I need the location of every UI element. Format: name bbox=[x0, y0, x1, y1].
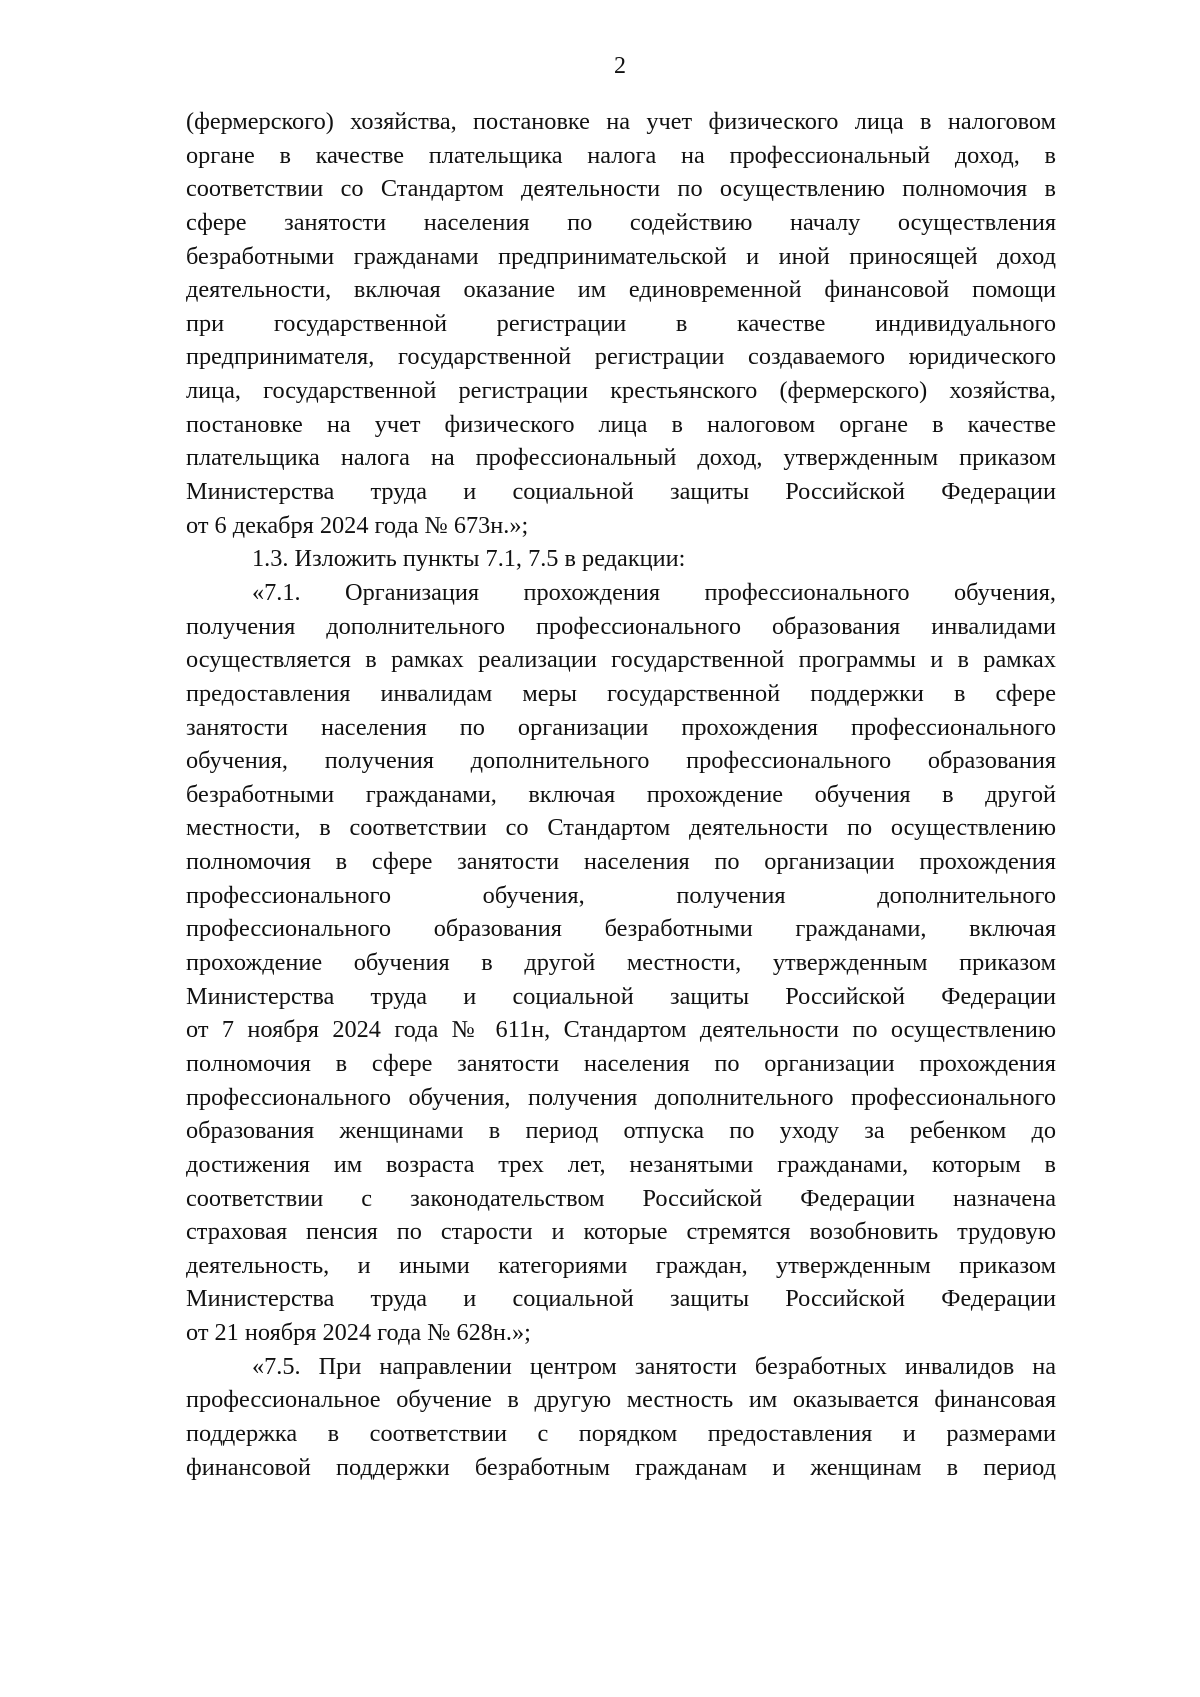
text-line: профессионального обучения, получения дополнительного bbox=[186, 881, 1056, 909]
text-line: поддержка в соответствии с порядком предоставления и размерами bbox=[186, 1419, 1056, 1447]
text-line: «7.5. При направлении центром занятости безработных инвалидов на bbox=[252, 1352, 1056, 1380]
text-line: прохождение обучения в другой местности, утвержденным приказом bbox=[186, 949, 1056, 977]
document-body bbox=[186, 105, 1056, 1484]
text-line: деятельность, и иными категориями граждан, утвержденным приказом bbox=[186, 1251, 1056, 1279]
text-line: профессионального образования безработными гражданами, включая bbox=[186, 915, 1056, 943]
page-number: 2 bbox=[614, 53, 626, 79]
text-line: при государственной регистрации в качестве индивидуального bbox=[186, 309, 1056, 337]
text-line: постановке на учет физического лица в налоговом органе в качестве bbox=[186, 410, 1056, 438]
text-line: лица, государственной регистрации крестьянского (фермерского) хозяйства, bbox=[186, 377, 1056, 405]
text-line: профессиональное обучение в другую местность им оказывается финансовая bbox=[186, 1386, 1056, 1414]
text-line: безработными гражданами, включая прохождение обучения в другой bbox=[186, 780, 1056, 808]
text-line: профессионального обучения, получения дополнительного профессионального bbox=[186, 1083, 1056, 1111]
text-line: Министерства труда и социальной защиты Российской Федерации bbox=[186, 982, 1056, 1010]
paragraph-item-1-3 bbox=[186, 542, 1056, 576]
text-line: Министерства труда и социальной защиты Российской Федерации bbox=[186, 1285, 1056, 1313]
text-line: соответствии с законодательством Российской Федерации назначена bbox=[186, 1184, 1056, 1212]
text-line: предоставления инвалидам меры государственной поддержки в сфере bbox=[186, 679, 1056, 707]
text-line: (фермерского) хозяйства, постановке на учет физического лица в налоговом bbox=[186, 108, 1056, 135]
paragraph-clause-7-1 bbox=[186, 576, 1056, 1350]
text-line: полномочия в сфере занятости населения по организации прохождения bbox=[186, 1049, 1056, 1077]
text-line: от 21 ноября 2024 года № 628н.»; bbox=[186, 1319, 531, 1347]
text-line: страховая пенсия по старости и которые стремятся возобновить трудовую bbox=[186, 1218, 1056, 1246]
text-line: предпринимателя, государственной регистрации создаваемого юридического bbox=[186, 343, 1056, 371]
text-line: Министерства труда и социальной защиты Российской Федерации bbox=[186, 478, 1056, 506]
text-line: местности, в соответствии со Стандартом деятельности по осуществлению bbox=[186, 814, 1056, 842]
paragraph-continuation bbox=[186, 105, 1056, 542]
text-line: соответствии со Стандартом деятельности по осуществлению полномочия в bbox=[186, 175, 1056, 203]
text-line: плательщика налога на профессиональный доход, утвержденным приказом bbox=[186, 444, 1056, 472]
text-line: финансовой поддержки безработным гражданам и женщинам в период bbox=[186, 1453, 1056, 1481]
text-line: осуществляется в рамках реализации государственной программы и в рамках bbox=[186, 646, 1056, 674]
text-line: «7.1. Организация прохождения профессионального обучения, bbox=[252, 578, 1056, 606]
text-line: полномочия в сфере занятости населения по организации прохождения bbox=[186, 848, 1056, 876]
text-line: занятости населения по организации прохождения профессионального bbox=[186, 713, 1056, 741]
text-line: органе в качестве плательщика налога на профессиональный доход, в bbox=[186, 141, 1056, 169]
paragraph-clause-7-5 bbox=[186, 1350, 1056, 1485]
text-line: образования женщинами в период отпуска по уходу за ребенком до bbox=[186, 1117, 1056, 1145]
text-line: обучения, получения дополнительного профессионального образования bbox=[186, 747, 1056, 775]
text-line: от 7 ноября 2024 года № 611н, Стандартом деятельности по осуществлению bbox=[186, 1016, 1056, 1044]
text-line: деятельности, включая оказание им единовременной финансовой помощи bbox=[186, 276, 1056, 304]
text-line: 1.3. Изложить пункты 7.1, 7.5 в редакции: bbox=[252, 545, 686, 573]
text-line: от 6 декабря 2024 года № 673н.»; bbox=[186, 511, 529, 539]
text-line: достижения им возраста трех лет, незанятыми гражданами, которым в bbox=[186, 1150, 1056, 1178]
text-line: получения дополнительного профессионального образования инвалидами bbox=[186, 612, 1056, 640]
text-line: безработными гражданами предпринимательской и иной приносящей доход bbox=[186, 242, 1056, 270]
text-line: сфере занятости населения по содействию началу осуществления bbox=[186, 208, 1056, 236]
